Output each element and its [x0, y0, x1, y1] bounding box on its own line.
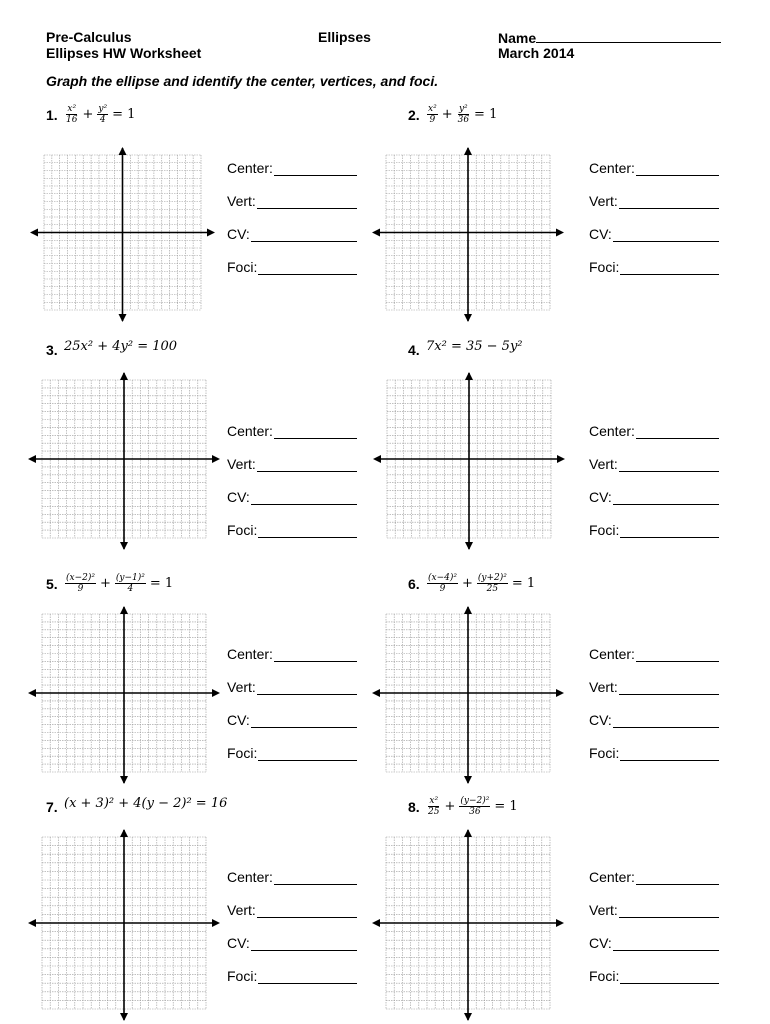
equation: $\frac{\text{(x−4)²}}{9}$ + $\frac{\text{(y+2)²}}{25}$ = 1 — [428, 573, 536, 594]
name-line[interactable] — [536, 29, 721, 43]
grid-svg — [373, 372, 565, 550]
vertices-answer[interactable]: Vert: — [227, 456, 357, 472]
problem-8 — [408, 796, 770, 1024]
worksheet-title: Ellipses HW Worksheet — [46, 45, 202, 61]
center-answer[interactable]: Center: — [589, 423, 719, 439]
co-vertices-answer[interactable]: CV: — [589, 226, 719, 242]
vertices-answer[interactable]: Vert: — [227, 193, 357, 209]
course-title: Pre-Calculus — [46, 29, 132, 45]
center-answer[interactable]: Center: — [589, 646, 719, 662]
co-vertices-answer[interactable]: CV: — [589, 489, 719, 505]
y-axis-arrow-up — [465, 372, 473, 380]
co-vertices-answer[interactable]: CV: — [589, 935, 719, 951]
grid-svg — [372, 147, 564, 322]
equation: $\frac{\text{(x−2)²}}{9}$ + $\frac{\text{(y−1)²}}{4}$ = 1 — [66, 573, 174, 594]
problem-1 — [46, 104, 426, 332]
problem-5 — [46, 573, 426, 801]
problem-number: 2. — [408, 107, 420, 123]
vertices-answer[interactable]: Vert: — [589, 193, 719, 209]
x-axis-arrow-left — [30, 229, 38, 237]
y-axis-arrow-down — [465, 542, 473, 550]
vertices-answer[interactable]: Vert: — [227, 679, 357, 695]
x-axis-arrow-right — [557, 455, 565, 463]
grid-svg — [28, 829, 220, 1021]
coordinate-grid[interactable] — [372, 147, 564, 322]
vertices-answer[interactable]: Vert: — [589, 679, 719, 695]
x-axis-arrow-left — [373, 455, 381, 463]
problem-2 — [408, 104, 770, 332]
x-axis-arrow-left — [372, 689, 380, 697]
coordinate-grid[interactable] — [28, 829, 220, 1021]
y-axis-arrow-down — [464, 1013, 472, 1021]
foci-answer[interactable]: Foci: — [589, 259, 719, 275]
y-axis-arrow-up — [464, 606, 472, 614]
problem-7 — [46, 796, 426, 1024]
coordinate-grid[interactable] — [30, 147, 215, 322]
grid-svg — [372, 829, 564, 1021]
problem-number: 4. — [408, 342, 420, 358]
foci-answer[interactable]: Foci: — [227, 259, 357, 275]
problem-number: 7. — [46, 799, 58, 815]
problem-3 — [46, 339, 426, 567]
problem-number: 5. — [46, 576, 58, 592]
y-axis-arrow-up — [464, 147, 472, 155]
equation: $\frac{\text{x²}}{9}$ + $\frac{\text{y²}}{36}$ = 1 — [428, 104, 498, 125]
problem-number: 8. — [408, 799, 420, 815]
co-vertices-answer[interactable]: CV: — [227, 712, 357, 728]
vertices-answer[interactable]: Vert: — [589, 902, 719, 918]
grid-svg — [372, 606, 564, 784]
x-axis-arrow-left — [28, 455, 36, 463]
x-axis-arrow-right — [212, 689, 220, 697]
topic-title: Ellipses — [318, 29, 371, 45]
grid-svg — [30, 147, 215, 322]
equation: (x + 3)² + 4(y − 2)² = 16 — [64, 796, 228, 811]
y-axis-arrow-up — [120, 606, 128, 614]
equation: 25x² + 4y² = 100 — [64, 339, 178, 354]
equation: $\frac{\text{x²}}{16}$ + $\frac{\text{y²}}{4}$ = 1 — [66, 104, 136, 125]
co-vertices-answer[interactable]: CV: — [589, 712, 719, 728]
coordinate-grid[interactable] — [28, 372, 220, 550]
problem-6 — [408, 573, 770, 801]
foci-answer[interactable]: Foci: — [227, 522, 357, 538]
problem-number: 3. — [46, 342, 58, 358]
co-vertices-answer[interactable]: CV: — [227, 935, 357, 951]
y-axis-arrow-down — [119, 314, 127, 322]
co-vertices-answer[interactable]: CV: — [227, 226, 357, 242]
y-axis-arrow-down — [120, 776, 128, 784]
coordinate-grid[interactable] — [372, 606, 564, 784]
center-answer[interactable]: Center: — [589, 869, 719, 885]
coordinate-grid[interactable] — [372, 829, 564, 1021]
y-axis-arrow-down — [464, 314, 472, 322]
foci-answer[interactable]: Foci: — [589, 522, 719, 538]
center-answer[interactable]: Center: — [589, 160, 719, 176]
y-axis-arrow-up — [120, 829, 128, 837]
center-answer[interactable]: Center: — [227, 646, 357, 662]
y-axis-arrow-up — [464, 829, 472, 837]
y-axis-arrow-down — [464, 776, 472, 784]
center-answer[interactable]: Center: — [227, 160, 357, 176]
x-axis-arrow-left — [372, 919, 380, 927]
center-answer[interactable]: Center: — [227, 869, 357, 885]
coordinate-grid[interactable] — [373, 372, 565, 550]
date-label: March 2014 — [498, 45, 575, 61]
x-axis-arrow-left — [28, 689, 36, 697]
x-axis-arrow-left — [28, 919, 36, 927]
x-axis-arrow-left — [372, 229, 380, 237]
co-vertices-answer[interactable]: CV: — [227, 489, 357, 505]
coordinate-grid[interactable] — [28, 606, 220, 784]
instructions: Graph the ellipse and identify the center, vertices, and foci. — [46, 73, 439, 89]
grid-svg — [28, 606, 220, 784]
x-axis-arrow-right — [556, 229, 564, 237]
y-axis-arrow-down — [120, 542, 128, 550]
y-axis-arrow-up — [119, 147, 127, 155]
equation: 7x² = 35 − 5y² — [426, 339, 523, 354]
problem-number: 1. — [46, 107, 58, 123]
x-axis-arrow-right — [556, 919, 564, 927]
foci-answer[interactable]: Foci: — [589, 968, 719, 984]
vertices-answer[interactable]: Vert: — [589, 456, 719, 472]
x-axis-arrow-right — [207, 229, 215, 237]
foci-answer[interactable]: Foci: — [227, 968, 357, 984]
vertices-answer[interactable]: Vert: — [227, 902, 357, 918]
grid-svg — [28, 372, 220, 550]
x-axis-arrow-right — [212, 919, 220, 927]
y-axis-arrow-up — [120, 372, 128, 380]
equation: $\frac{\text{x²}}{25}$ + $\frac{\text{(y−2)²}}{36}$ = 1 — [428, 796, 518, 817]
x-axis-arrow-right — [212, 455, 220, 463]
y-axis-arrow-down — [120, 1013, 128, 1021]
problem-number: 6. — [408, 576, 420, 592]
foci-answer[interactable]: Foci: — [227, 745, 357, 761]
center-answer[interactable]: Center: — [227, 423, 357, 439]
problem-4 — [408, 339, 770, 567]
foci-answer[interactable]: Foci: — [589, 745, 719, 761]
name-label: Name — [498, 30, 537, 46]
x-axis-arrow-right — [556, 689, 564, 697]
